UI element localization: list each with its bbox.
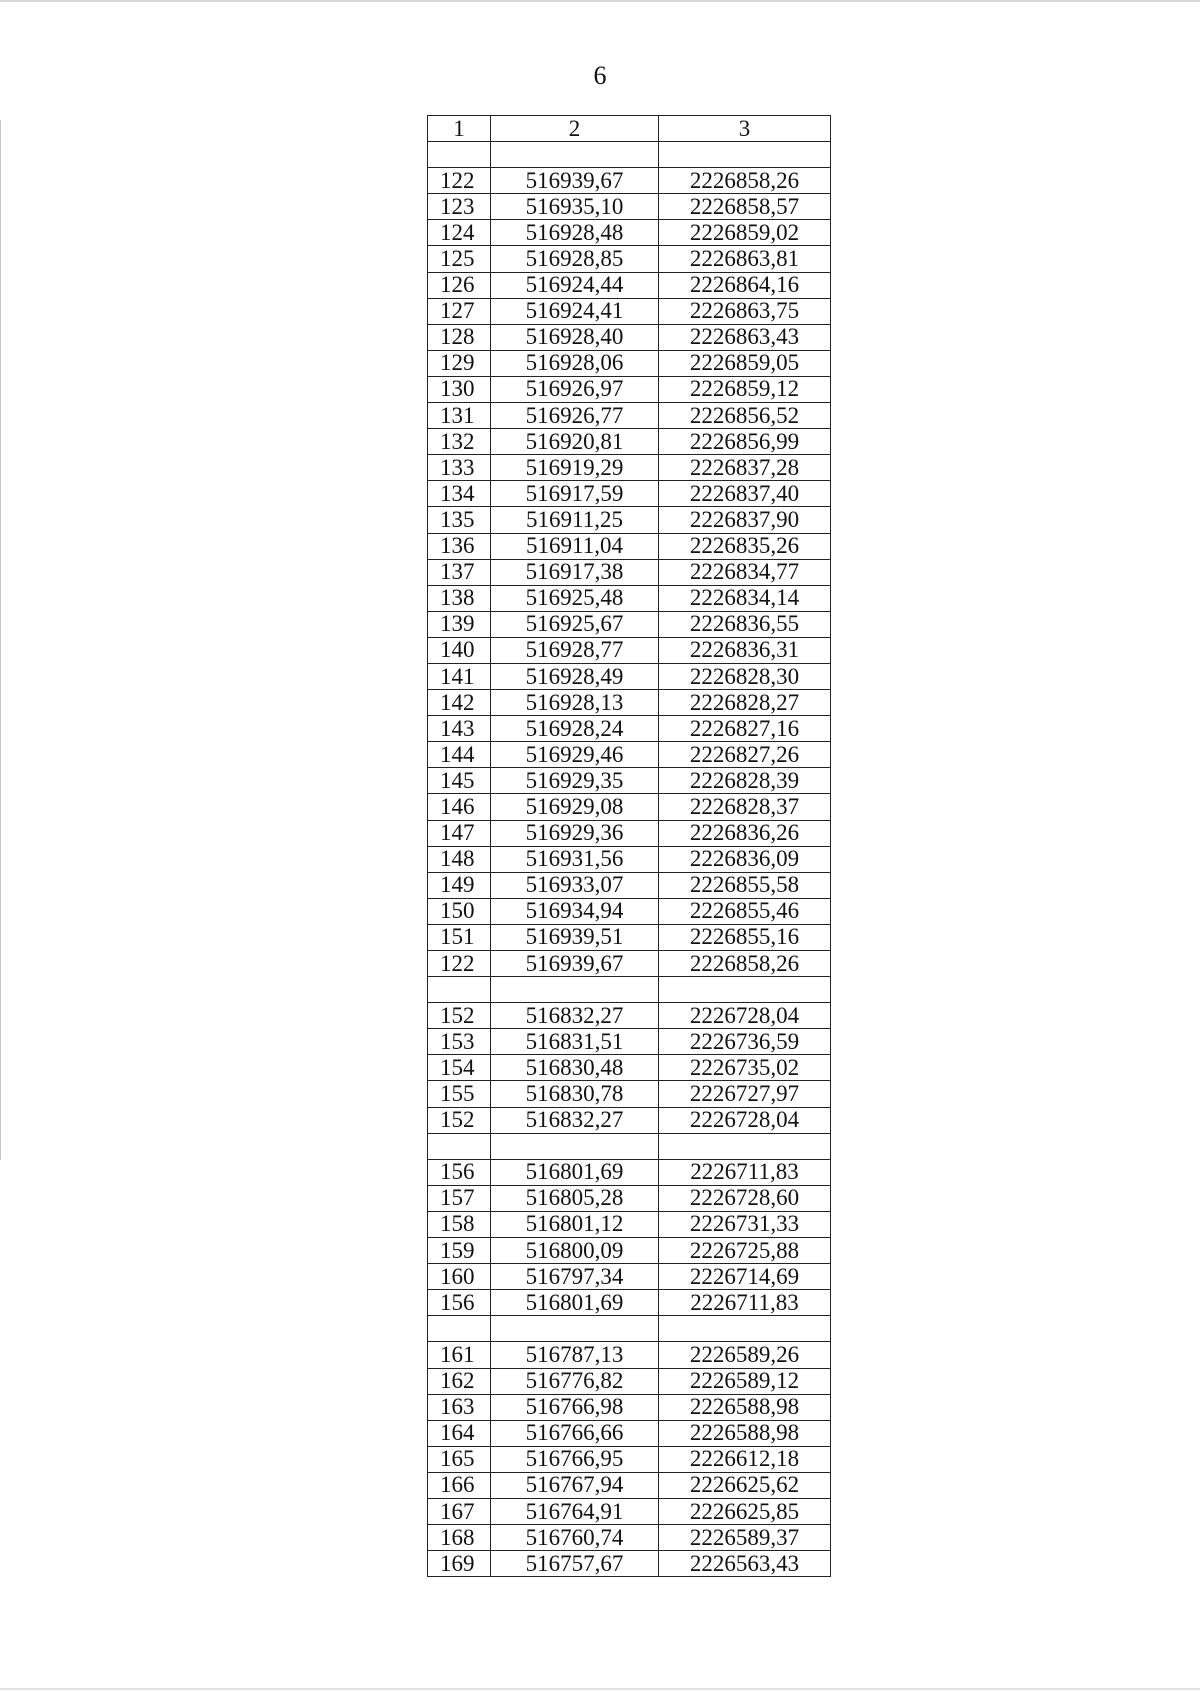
table-row bbox=[428, 1551, 831, 1577]
point-number-cell: 168 bbox=[428, 1525, 491, 1551]
x-coordinate-cell: 516925,67 bbox=[491, 611, 659, 637]
y-coordinate-cell: 2226836,09 bbox=[659, 846, 831, 872]
point-number-cell: 147 bbox=[428, 820, 491, 846]
point-number-cell: 132 bbox=[428, 429, 491, 455]
table-row bbox=[428, 794, 831, 820]
x-coordinate-cell: 516928,06 bbox=[491, 350, 659, 376]
y-coordinate-cell: 2226725,88 bbox=[659, 1238, 831, 1264]
table-row bbox=[428, 820, 831, 846]
x-coordinate-cell: 516935,10 bbox=[491, 194, 659, 220]
point-number-cell: 146 bbox=[428, 794, 491, 820]
x-coordinate-cell: 516928,13 bbox=[491, 690, 659, 716]
table-row bbox=[428, 898, 831, 924]
y-coordinate-cell: 2226612,18 bbox=[659, 1446, 831, 1472]
x-coordinate-cell: 516926,97 bbox=[491, 376, 659, 402]
table-row bbox=[428, 924, 831, 950]
table-row bbox=[428, 1081, 831, 1107]
y-coordinate-cell: 2226728,60 bbox=[659, 1185, 831, 1211]
y-coordinate-cell: 2226837,40 bbox=[659, 481, 831, 507]
y-coordinate-cell: 2226859,12 bbox=[659, 376, 831, 402]
empty-cell bbox=[491, 1316, 659, 1342]
y-coordinate-cell: 2226728,04 bbox=[659, 1107, 831, 1133]
point-number-cell: 136 bbox=[428, 533, 491, 559]
y-coordinate-cell: 2226856,99 bbox=[659, 429, 831, 455]
y-coordinate-cell: 2226625,62 bbox=[659, 1472, 831, 1498]
point-number-cell: 162 bbox=[428, 1368, 491, 1394]
x-coordinate-cell: 516776,82 bbox=[491, 1368, 659, 1394]
group-separator-row bbox=[428, 1133, 831, 1159]
table-row bbox=[428, 1107, 831, 1133]
x-coordinate-cell: 516766,66 bbox=[491, 1420, 659, 1446]
y-coordinate-cell: 2226858,57 bbox=[659, 194, 831, 220]
y-coordinate-cell: 2226855,58 bbox=[659, 872, 831, 898]
table-row bbox=[428, 246, 831, 272]
point-number-cell: 165 bbox=[428, 1446, 491, 1472]
y-coordinate-cell: 2226625,85 bbox=[659, 1498, 831, 1524]
empty-cell bbox=[428, 1316, 491, 1342]
coordinates-table bbox=[427, 115, 831, 1577]
y-coordinate-cell: 2226863,75 bbox=[659, 298, 831, 324]
y-coordinate-cell: 2226837,90 bbox=[659, 507, 831, 533]
y-coordinate-cell: 2226736,59 bbox=[659, 1029, 831, 1055]
table-row bbox=[428, 1238, 831, 1264]
x-coordinate-cell: 516760,74 bbox=[491, 1525, 659, 1551]
table-row bbox=[428, 1525, 831, 1551]
empty-cell bbox=[428, 977, 491, 1003]
y-coordinate-cell: 2226711,83 bbox=[659, 1159, 831, 1185]
y-coordinate-cell: 2226588,98 bbox=[659, 1420, 831, 1446]
y-coordinate-cell: 2226589,26 bbox=[659, 1342, 831, 1368]
table-row bbox=[428, 1264, 831, 1290]
empty-cell bbox=[659, 1133, 831, 1159]
x-coordinate-cell: 516801,69 bbox=[491, 1290, 659, 1316]
table-row bbox=[428, 846, 831, 872]
table-row bbox=[428, 507, 831, 533]
x-coordinate-cell: 516928,24 bbox=[491, 716, 659, 742]
table-row bbox=[428, 1211, 831, 1237]
point-number-cell: 154 bbox=[428, 1055, 491, 1081]
x-coordinate-cell: 516929,08 bbox=[491, 794, 659, 820]
header-row bbox=[428, 116, 831, 142]
point-number-cell: 134 bbox=[428, 481, 491, 507]
point-number-cell: 152 bbox=[428, 1003, 491, 1029]
table-row bbox=[428, 1290, 831, 1316]
x-coordinate-cell: 516939,67 bbox=[491, 951, 659, 977]
page-number: 6 bbox=[593, 61, 607, 90]
table-row bbox=[428, 168, 831, 194]
table-row bbox=[428, 716, 831, 742]
y-coordinate-cell: 2226727,97 bbox=[659, 1081, 831, 1107]
table-row bbox=[428, 611, 831, 637]
table-row bbox=[428, 768, 831, 794]
y-coordinate-cell: 2226588,98 bbox=[659, 1394, 831, 1420]
point-number-cell: 130 bbox=[428, 376, 491, 402]
table-row bbox=[428, 1394, 831, 1420]
y-coordinate-cell: 2226835,26 bbox=[659, 533, 831, 559]
table-row bbox=[428, 585, 831, 611]
table-row bbox=[428, 1420, 831, 1446]
point-number-cell: 159 bbox=[428, 1238, 491, 1264]
table-row bbox=[428, 951, 831, 977]
point-number-cell: 129 bbox=[428, 350, 491, 376]
point-number-cell: 133 bbox=[428, 455, 491, 481]
table-row bbox=[428, 376, 831, 402]
empty-cell bbox=[491, 977, 659, 1003]
scan-edge-top bbox=[0, 0, 1200, 2]
x-coordinate-cell: 516928,77 bbox=[491, 637, 659, 663]
point-number-cell: 160 bbox=[428, 1264, 491, 1290]
x-coordinate-cell: 516928,85 bbox=[491, 246, 659, 272]
x-coordinate-cell: 516800,09 bbox=[491, 1238, 659, 1264]
table-row bbox=[428, 690, 831, 716]
point-number-cell: 143 bbox=[428, 716, 491, 742]
x-coordinate-cell: 516925,48 bbox=[491, 585, 659, 611]
x-coordinate-cell: 516929,46 bbox=[491, 742, 659, 768]
point-number-cell: 161 bbox=[428, 1342, 491, 1368]
point-number-cell: 149 bbox=[428, 872, 491, 898]
table-row bbox=[428, 1368, 831, 1394]
y-coordinate-cell: 2226864,16 bbox=[659, 272, 831, 298]
table-row bbox=[428, 481, 831, 507]
table-row bbox=[428, 533, 831, 559]
point-number-cell: 126 bbox=[428, 272, 491, 298]
group-separator-row bbox=[428, 977, 831, 1003]
y-coordinate-cell: 2226836,55 bbox=[659, 611, 831, 637]
scan-edge-left bbox=[0, 120, 1, 1160]
table-row bbox=[428, 429, 831, 455]
x-coordinate-cell: 516832,27 bbox=[491, 1003, 659, 1029]
table-row bbox=[428, 272, 831, 298]
table-row bbox=[428, 403, 831, 429]
point-number-cell: 158 bbox=[428, 1211, 491, 1237]
x-coordinate-cell: 516766,98 bbox=[491, 1394, 659, 1420]
y-coordinate-cell: 2226863,43 bbox=[659, 324, 831, 350]
table-row bbox=[428, 1055, 831, 1081]
x-coordinate-cell: 516926,77 bbox=[491, 403, 659, 429]
point-number-cell: 156 bbox=[428, 1290, 491, 1316]
table-row bbox=[428, 1029, 831, 1055]
table-row bbox=[428, 637, 831, 663]
point-number-cell: 122 bbox=[428, 168, 491, 194]
x-coordinate-cell: 516831,51 bbox=[491, 1029, 659, 1055]
scan-edge-bottom bbox=[0, 1688, 1200, 1690]
point-number-cell: 153 bbox=[428, 1029, 491, 1055]
x-coordinate-cell: 516911,25 bbox=[491, 507, 659, 533]
y-coordinate-cell: 2226827,26 bbox=[659, 742, 831, 768]
x-coordinate-cell: 516934,94 bbox=[491, 898, 659, 924]
y-coordinate-cell: 2226859,02 bbox=[659, 220, 831, 246]
table-row bbox=[428, 220, 831, 246]
x-coordinate-cell: 516801,12 bbox=[491, 1211, 659, 1237]
y-coordinate-cell: 2226856,52 bbox=[659, 403, 831, 429]
x-coordinate-cell: 516832,27 bbox=[491, 1107, 659, 1133]
x-coordinate-cell: 516931,56 bbox=[491, 846, 659, 872]
point-number-cell: 150 bbox=[428, 898, 491, 924]
x-coordinate-cell: 516830,48 bbox=[491, 1055, 659, 1081]
x-coordinate-cell: 516920,81 bbox=[491, 429, 659, 455]
table-row bbox=[428, 1498, 831, 1524]
x-coordinate-cell: 516928,49 bbox=[491, 663, 659, 689]
empty-cell bbox=[659, 977, 831, 1003]
group-separator-row bbox=[428, 1316, 831, 1342]
point-number-cell: 163 bbox=[428, 1394, 491, 1420]
point-number-cell: 122 bbox=[428, 951, 491, 977]
table-row bbox=[428, 663, 831, 689]
point-number-cell: 142 bbox=[428, 690, 491, 716]
y-coordinate-cell: 2226731,33 bbox=[659, 1211, 831, 1237]
x-coordinate-cell: 516924,44 bbox=[491, 272, 659, 298]
group-separator-row bbox=[428, 142, 831, 168]
x-coordinate-cell: 516917,59 bbox=[491, 481, 659, 507]
y-coordinate-cell: 2226834,14 bbox=[659, 585, 831, 611]
y-coordinate-cell: 2226735,02 bbox=[659, 1055, 831, 1081]
table-row bbox=[428, 455, 831, 481]
table-row bbox=[428, 298, 831, 324]
y-coordinate-cell: 2226827,16 bbox=[659, 716, 831, 742]
table-row bbox=[428, 1446, 831, 1472]
x-coordinate-cell: 516830,78 bbox=[491, 1081, 659, 1107]
y-coordinate-cell: 2226863,81 bbox=[659, 246, 831, 272]
empty-cell bbox=[428, 142, 491, 168]
y-coordinate-cell: 2226836,26 bbox=[659, 820, 831, 846]
table-header bbox=[428, 116, 831, 142]
x-coordinate-cell: 516764,91 bbox=[491, 1498, 659, 1524]
x-coordinate-cell: 516787,13 bbox=[491, 1342, 659, 1368]
table-row bbox=[428, 324, 831, 350]
point-number-cell: 128 bbox=[428, 324, 491, 350]
y-coordinate-cell: 2226828,39 bbox=[659, 768, 831, 794]
y-coordinate-cell: 2226859,05 bbox=[659, 350, 831, 376]
x-coordinate-cell: 516805,28 bbox=[491, 1185, 659, 1211]
x-coordinate-cell: 516929,36 bbox=[491, 820, 659, 846]
point-number-cell: 156 bbox=[428, 1159, 491, 1185]
point-number-cell: 164 bbox=[428, 1420, 491, 1446]
y-coordinate-cell: 2226828,30 bbox=[659, 663, 831, 689]
empty-cell bbox=[659, 1316, 831, 1342]
table-row bbox=[428, 1159, 831, 1185]
table-row bbox=[428, 559, 831, 585]
x-coordinate-cell: 516929,35 bbox=[491, 768, 659, 794]
x-coordinate-cell: 516939,67 bbox=[491, 168, 659, 194]
x-coordinate-cell: 516924,41 bbox=[491, 298, 659, 324]
x-coordinate-cell: 516767,94 bbox=[491, 1472, 659, 1498]
y-coordinate-cell: 2226858,26 bbox=[659, 168, 831, 194]
point-number-cell: 125 bbox=[428, 246, 491, 272]
y-coordinate-cell: 2226855,16 bbox=[659, 924, 831, 950]
point-number-cell: 123 bbox=[428, 194, 491, 220]
table-row bbox=[428, 1185, 831, 1211]
y-coordinate-cell: 2226837,28 bbox=[659, 455, 831, 481]
empty-cell bbox=[491, 1133, 659, 1159]
x-coordinate-cell: 516928,48 bbox=[491, 220, 659, 246]
y-coordinate-cell: 2226728,04 bbox=[659, 1003, 831, 1029]
point-number-cell: 169 bbox=[428, 1551, 491, 1577]
y-coordinate-cell: 2226714,69 bbox=[659, 1264, 831, 1290]
table-row bbox=[428, 872, 831, 898]
x-coordinate-cell: 516797,34 bbox=[491, 1264, 659, 1290]
column-header-x: 2 bbox=[491, 116, 659, 142]
table-row bbox=[428, 1472, 831, 1498]
point-number-cell: 127 bbox=[428, 298, 491, 324]
y-coordinate-cell: 2226711,83 bbox=[659, 1290, 831, 1316]
table-row bbox=[428, 194, 831, 220]
x-coordinate-cell: 516911,04 bbox=[491, 533, 659, 559]
empty-cell bbox=[659, 142, 831, 168]
table-row bbox=[428, 1003, 831, 1029]
x-coordinate-cell: 516919,29 bbox=[491, 455, 659, 481]
table-row bbox=[428, 350, 831, 376]
point-number-cell: 155 bbox=[428, 1081, 491, 1107]
x-coordinate-cell: 516928,40 bbox=[491, 324, 659, 350]
point-number-cell: 157 bbox=[428, 1185, 491, 1211]
point-number-cell: 131 bbox=[428, 403, 491, 429]
point-number-cell: 167 bbox=[428, 1498, 491, 1524]
y-coordinate-cell: 2226836,31 bbox=[659, 637, 831, 663]
y-coordinate-cell: 2226834,77 bbox=[659, 559, 831, 585]
column-header-y: 3 bbox=[659, 116, 831, 142]
x-coordinate-cell: 516917,38 bbox=[491, 559, 659, 585]
point-number-cell: 141 bbox=[428, 663, 491, 689]
x-coordinate-cell: 516766,95 bbox=[491, 1446, 659, 1472]
y-coordinate-cell: 2226563,43 bbox=[659, 1551, 831, 1577]
x-coordinate-cell: 516801,69 bbox=[491, 1159, 659, 1185]
point-number-cell: 124 bbox=[428, 220, 491, 246]
y-coordinate-cell: 2226858,26 bbox=[659, 951, 831, 977]
y-coordinate-cell: 2226828,37 bbox=[659, 794, 831, 820]
point-number-cell: 139 bbox=[428, 611, 491, 637]
y-coordinate-cell: 2226828,27 bbox=[659, 690, 831, 716]
x-coordinate-cell: 516757,67 bbox=[491, 1551, 659, 1577]
point-number-cell: 138 bbox=[428, 585, 491, 611]
x-coordinate-cell: 516933,07 bbox=[491, 872, 659, 898]
point-number-cell: 144 bbox=[428, 742, 491, 768]
point-number-cell: 140 bbox=[428, 637, 491, 663]
table-row bbox=[428, 742, 831, 768]
point-number-cell: 145 bbox=[428, 768, 491, 794]
x-coordinate-cell: 516939,51 bbox=[491, 924, 659, 950]
y-coordinate-cell: 2226855,46 bbox=[659, 898, 831, 924]
empty-cell bbox=[428, 1133, 491, 1159]
y-coordinate-cell: 2226589,37 bbox=[659, 1525, 831, 1551]
point-number-cell: 135 bbox=[428, 507, 491, 533]
y-coordinate-cell: 2226589,12 bbox=[659, 1368, 831, 1394]
empty-cell bbox=[491, 142, 659, 168]
table-body bbox=[428, 142, 831, 1577]
point-number-cell: 137 bbox=[428, 559, 491, 585]
table-row bbox=[428, 1342, 831, 1368]
point-number-cell: 152 bbox=[428, 1107, 491, 1133]
column-header-point: 1 bbox=[428, 116, 491, 142]
point-number-cell: 151 bbox=[428, 924, 491, 950]
point-number-cell: 148 bbox=[428, 846, 491, 872]
point-number-cell: 166 bbox=[428, 1472, 491, 1498]
